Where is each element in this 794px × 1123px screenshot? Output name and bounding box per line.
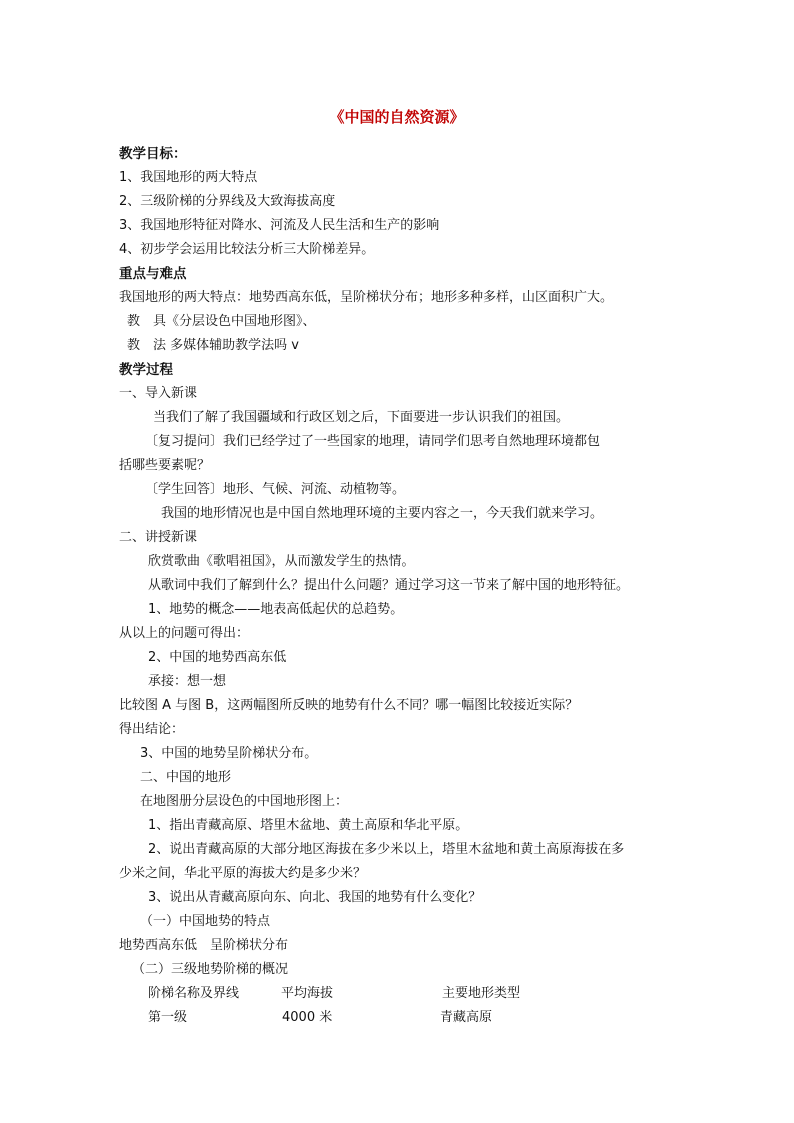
paragraph: 我国的地形情况也是中国自然地理环境的主要内容之一，今天我们就来学习。 [161, 506, 604, 521]
table-cell: 青藏高原 [440, 1010, 493, 1025]
section-title: 二、讲授新课 [119, 530, 198, 545]
paragraph: 当我们了解了我国疆域和行政区划之后，下面要进一步认识我们的祖国。 [153, 410, 570, 425]
key-heading: 重点与难点 [119, 266, 187, 282]
paragraph: 欣赏歌曲《歌唱祖国》，从而激发学生的热情。 [148, 554, 415, 569]
goal-item: 1、我国地形的两大特点 [119, 170, 258, 185]
document-title: 《中国的自然资源》 [329, 108, 465, 126]
subheading: （一）中国地势的特点 [140, 914, 271, 929]
paragraph: 在地图册分层设色的中国地形图上： [140, 794, 349, 809]
table-header-cell: 阶梯名称及界线 [148, 986, 240, 1001]
paragraph: 〔学生回答〕地形、气候、河流、动植物等。 [145, 482, 406, 497]
paragraph: 承接：想一想 [148, 674, 227, 689]
table-cell: 4000 米 [282, 1010, 333, 1025]
process-heading: 教学过程 [119, 362, 173, 378]
tools-text: 教 具《分层设色中国地形图》、 [127, 314, 316, 329]
paragraph: 2、中国的地势西高东低 [148, 650, 287, 665]
paragraph: 得出结论： [119, 722, 185, 737]
table-cell: 第一级 [148, 1010, 188, 1025]
paragraph: 少米之间，华北平原的海拔大约是多少米？ [119, 866, 367, 881]
table-header-cell: 平均海拔 [281, 986, 334, 1001]
paragraph: 比较图 A 与图 B，这两幅图所反映的地势有什么不同？哪一幅图比较接近实际？ [119, 698, 579, 713]
paragraph: 〔复习提问〕我们已经学过了一些国家的地理，请同学们思考自然地理环境都包 [145, 434, 601, 449]
paragraph: 3、中国的地势呈阶梯状分布。 [140, 746, 318, 761]
paragraph: 1、指出青藏高原、塔里木盆地、黄土高原和华北平原。 [148, 818, 469, 833]
paragraph: 二、中国的地形 [140, 770, 232, 785]
paragraph: 从歌词中我们了解到什么？提出什么问题？通过学习这一节来了解中国的地形特征。 [148, 578, 630, 593]
goals-heading: 教学目标： [119, 146, 187, 162]
paragraph: 地势西高东低 呈阶梯状分布 [119, 938, 289, 953]
paragraph: 2、说出青藏高原的大部分地区海拔在多少米以上，塔里木盆地和黄土高原海拔在多 [148, 842, 625, 857]
key-text: 我国地形的两大特点：地势西高东低，呈阶梯状分布；地形多种多样，山区面积广大。 [119, 290, 614, 305]
paragraph: 从以上的问题可得出： [119, 626, 250, 641]
goal-item: 2、三级阶梯的分界线及大致海拔高度 [119, 194, 336, 209]
goal-item: 3、我国地形特征对降水、河流及人民生活和生产的影响 [119, 218, 440, 233]
section-title: 一、导入新课 [119, 386, 198, 401]
subheading: （二）三级地势阶梯的概况 [132, 962, 289, 977]
paragraph: 括哪些要素呢？ [119, 458, 211, 473]
goal-item: 4、初步学会运用比较法分析三大阶梯差异。 [119, 242, 375, 257]
methods-text: 教 法 多媒体辅助教学法吗 v [127, 338, 299, 353]
table-header-cell: 主要地形类型 [442, 986, 521, 1001]
paragraph: 3、说出从青藏高原向东、向北、我国的地势有什么变化？ [148, 890, 482, 905]
paragraph: 1、地势的概念——地表高低起伏的总趋势。 [148, 602, 404, 617]
